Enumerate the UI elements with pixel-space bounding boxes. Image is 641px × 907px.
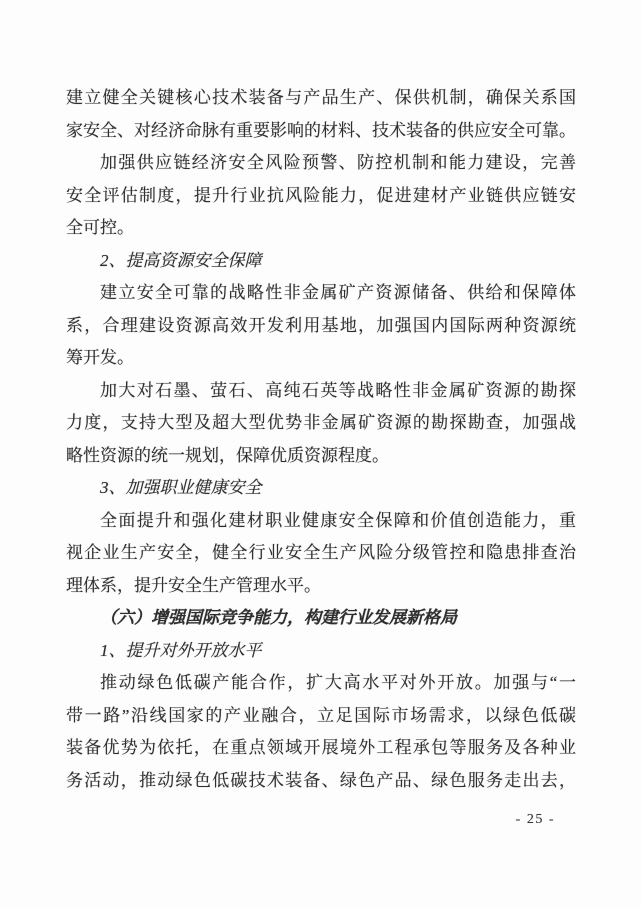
text-line: 务活动，推动绿色低碳技术装备、绿色产品、绿色服务走出去， (66, 770, 576, 790)
text-line: 家安全、对经济命脉有重要影响的材料、技术装备的供应安全可靠。 (66, 120, 576, 140)
text-line: 装备优势为依托，在重点领域开展境外工程承包等服务及各种业 (66, 738, 576, 757)
page-number: - 25 - (515, 812, 555, 827)
heading-line: 3、加强职业健康安全 (100, 478, 262, 497)
text-line: 推动绿色低碳产能合作，扩大高水平对外开放。加强与“一 (100, 673, 576, 692)
text-line: 筹开发。 (66, 348, 134, 367)
text-line: 安全评估制度，提升行业抗风险能力，促进建材产业链供应链安 (66, 185, 576, 205)
text-lines (66, 82, 576, 797)
text-line: 视企业生产安全，健全行业安全生产风险分级管控和隐患排查治 (66, 543, 576, 562)
text-line: 建立安全可靠的战略性非金属矿产资源储备、供给和保障体 (100, 283, 576, 302)
text-line: 建立健全关键核心技术装备与产品生产、保供机制，确保关系国 (66, 88, 576, 107)
heading-line: 2、提高资源安全保障 (100, 250, 262, 270)
text-line: 全面提升和强化建材职业健康安全保障和价值创造能力，重 (100, 510, 576, 530)
text-line: 理体系，提升安全生产管理水平。 (66, 575, 321, 595)
text-line: 全可控。 (66, 218, 134, 237)
text-line: 加大对石墨、萤石、高纯石英等战略性非金属矿资源的勘探 (100, 380, 576, 400)
heading-line: 1、提升对外开放水平 (100, 640, 262, 660)
text-line: 带一路”沿线国家的产业融合，立足国际市场需求，以绿色低碳 (66, 705, 576, 725)
text-line: 力度，支持大型及超大型优势非金属矿资源的勘探勘查，加强战 (66, 413, 576, 432)
text-line: 略性资源的统一规划，保障优质资源程度。 (66, 445, 389, 465)
heading-line: （六）增强国际竞争能力，构建行业发展新格局 (100, 608, 457, 627)
text-line: 系，合理建设资源高效开发利用基地，加强国内国际两种资源统 (66, 315, 576, 335)
text-line: 加强供应链经济安全风险预警、防控机制和能力建设，完善 (100, 153, 576, 172)
